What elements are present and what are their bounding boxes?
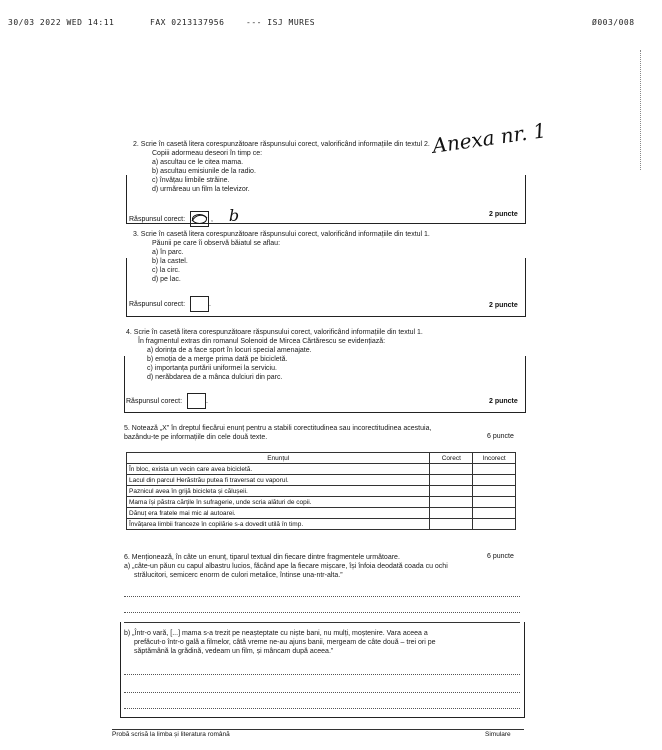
q4-sub: În fragmentul extras din romanul Solenoid de Mircea Cărtărescu se evidențiază: [138, 338, 386, 345]
correct-cell[interactable] [430, 475, 473, 486]
fax-datetime: 30/03 2022 WED 14:11 [8, 18, 115, 27]
q3-prompt: 3. Scrie în casetă litera corespunzătoare răspunsului corect, valorificând informațiile din textul 1. [133, 231, 430, 238]
fax-sender: --- ISJ MURES [246, 18, 316, 27]
fax-number: FAX 0213137956 [150, 18, 225, 27]
scan-noise [640, 50, 642, 170]
q6-a-line1: a) „câte-un păun cu capul albastru lucios, făcând ape la fiecare mișcare, își înfoia deodată coada cu ochi [124, 563, 448, 570]
q6-a-answer-line[interactable] [124, 612, 520, 613]
q2-answer-box[interactable] [190, 211, 209, 227]
q6-prompt: 6. Menționează, în câte un enunț, tiparul textual din fiecare dintre fragmentele următoare. [124, 554, 400, 561]
correct-cell[interactable] [430, 497, 473, 508]
q3-option-c: c) la circ. [152, 267, 180, 274]
q4-option-a: a) dorința de a face sport în locuri special amenajate. [147, 347, 312, 354]
footer-rule [112, 729, 524, 730]
q5-prompt-line1: 5. Notează „X” în dreptul fiecărui enunț pentru a stabili corectitudinea sau incorectitudinea acestuia, [124, 425, 432, 432]
q6-b-frame [120, 622, 525, 718]
q3-option-a: a) în parc. [152, 249, 184, 256]
correct-cell[interactable] [430, 464, 473, 475]
q2-sub: Copiii adormeau deseori în timp ce: [152, 150, 263, 157]
q5-prompt-line2: bazându-te pe informațiile din cele două texte. [124, 434, 268, 441]
q4-prompt: 4. Scrie în casetă litera corespunzătoare răspunsului corect, valorificând informațiile din textul 1. [126, 329, 423, 336]
q6-b-line3: săptămână la grădină, vedeam un film, și mâncam după aceea.” [134, 648, 334, 655]
q4-answer-label: Răspunsul corect: [126, 397, 183, 405]
question-5 [124, 424, 431, 442]
annex-title: Anexa nr. 1 [430, 118, 548, 158]
q2-answer-label: Răspunsul corect: [129, 216, 186, 223]
incorrect-cell[interactable] [473, 486, 516, 497]
q6-b-line2: prefăcut-o într-o gală a filmelor, câtă vreme ne-au ajuns banii, mergeam de câte două – trei ori pe [134, 639, 436, 646]
table-row [127, 508, 516, 519]
q2-option-d: d) urmăreau un film la televizor. [152, 186, 250, 193]
statement-cell: Lacul din parcul Herăstrău putea fi traversat cu vaporul. [127, 475, 430, 486]
q6-a-answer-line[interactable] [124, 596, 520, 597]
table-row [127, 486, 516, 497]
q4-points: 2 puncte [489, 398, 518, 405]
q4-answer-row: Răspunsul corect: . [126, 393, 208, 409]
q6-b-answer-line[interactable] [124, 708, 520, 709]
q3-answer-label: Răspunsul corect: [129, 300, 186, 308]
correct-cell[interactable] [430, 519, 473, 530]
incorrect-cell[interactable] [473, 497, 516, 508]
q6-fragment-a [124, 562, 448, 580]
fax-page: Ø003/008 [592, 18, 635, 27]
correct-cell[interactable] [430, 486, 473, 497]
q3-answer-row: Răspunsul corect: . [129, 296, 211, 312]
q3-option-d: d) pe lac. [152, 276, 181, 283]
q6-a-line2: strălucitori, semicerc enorm de culori metalice, întinse una-ntr-alta.” [134, 572, 343, 579]
crossed-out-mark-icon [191, 212, 208, 226]
q2-prompt: 2. Scrie în casetă litera corespunzătoare răspunsului corect, valorificând informațiile din textul 2. [133, 141, 430, 148]
column-header-correct: Corect [430, 453, 473, 464]
q3-sub: Păunii pe care îi observă băiatul se aflau: [152, 240, 281, 247]
statement-cell: În bloc, exista un vecin care avea bicicletă. [127, 464, 430, 475]
q4-answer-box[interactable] [187, 393, 206, 409]
table-row [127, 519, 516, 530]
q6-b-answer-line[interactable] [124, 674, 520, 675]
q2-option-b: b) ascultau emisiunile de la radio. [152, 168, 256, 175]
incorrect-cell[interactable] [473, 519, 516, 530]
table-row [127, 464, 516, 475]
q4-option-c: c) importanța purtării uniformei la serviciu. [147, 365, 277, 372]
correct-cell[interactable] [430, 508, 473, 519]
q6-b-answer-line[interactable] [124, 692, 520, 693]
q6-points: 6 puncte [487, 553, 514, 560]
table-row [127, 475, 516, 486]
q3-points: 2 puncte [489, 302, 518, 309]
statement-cell: Mama își păstra cărțile în sufragerie, unde scria alături de copii. [127, 497, 430, 508]
q5-table [126, 452, 516, 530]
q6-b-line1: b) „Într-o vară, [...] mama s-a trezit pe neașteptate cu niște bani, nu mulți, moștenire. Vara aceea a [124, 630, 428, 637]
q2-points: 2 puncte [489, 211, 518, 218]
incorrect-cell[interactable] [473, 464, 516, 475]
q4-option-d: d) nerăbdarea de a mânca dulciuri din parc. [147, 374, 283, 381]
incorrect-cell[interactable] [473, 508, 516, 519]
table-row [127, 497, 516, 508]
column-header-statement: Enunțul [127, 453, 430, 464]
statement-cell: Paznicul avea în grijă bicicleta și călușeii. [127, 486, 430, 497]
q2-answer-row: Răspunsul corect: , b [129, 206, 239, 227]
q2-option-c: c) învățau limbile străine. [152, 177, 230, 184]
q3-answer-box[interactable] [190, 296, 209, 312]
incorrect-cell[interactable] [473, 475, 516, 486]
q4-option-b: b) emoția de a merge prima dată pe bicicletă. [147, 356, 288, 363]
q2-handwritten-answer: b [228, 206, 240, 225]
statement-cell: Învățarea limbii franceze în copilărie s-a dovedit utilă în timp. [127, 519, 430, 530]
footer-left: Probă scrisă la limba și literatura română [112, 731, 230, 738]
footer-right: Simulare [485, 731, 511, 738]
column-header-incorrect: Incorect [473, 453, 516, 464]
q2-option-a: a) ascultau ce le citea mama. [152, 159, 244, 166]
table-header-row [127, 453, 516, 464]
q5-points: 6 puncte [487, 433, 514, 440]
q3-option-b: b) la castel. [152, 258, 188, 265]
statement-cell: Dănuț era fratele mai mic al autoarei. [127, 508, 430, 519]
